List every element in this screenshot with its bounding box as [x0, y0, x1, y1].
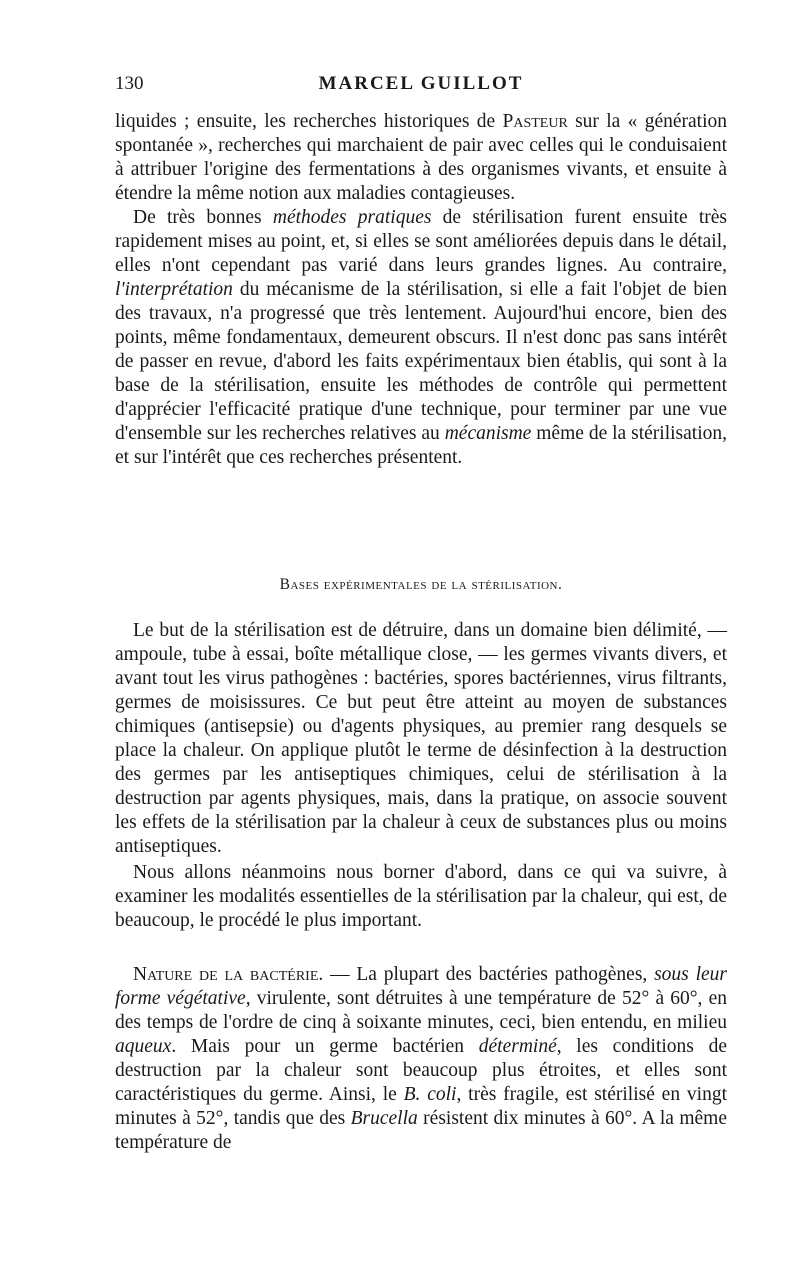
paragraph: liquides ; ensuite, les recherches historiques de Pasteur sur la « génération spontanée », recherches qui marchaient de pair avec celles qui le conduisaient à attribuer l'origine des fermentations à des organismes vivants, et ensuite à étendre la même notion aux maladies contagieuses. — [115, 111, 727, 204]
name-pasteur: Pasteur — [502, 111, 568, 132]
subsection-heading: Nature de la bactérie. — [133, 964, 324, 985]
paragraph: De très bonnes méthodes pratiques de stérilisation furent ensuite très rapidement mises au point, et, si elles se sont améliorées depuis dans le détail, elles n'ont cependant pas varié dans leurs grandes lignes. Au contraire, l'interprétation du mécanisme de la stérilisation, si elle a fait l'objet de bien des travaux, n'a progressé que très lentement. Aujourd'hui encore, bien des points, même fondamentaux, demeurent obscurs. Il n'est donc pas sans intérêt de passer en revue, d'abord les faits expérimentaux bien établis, qui sont à la base de la stérilisation, ensuite les méthodes de contrôle qui permettent d'apprécier l'efficacité pratique d'une technique, pour terminer par une vue d'ensemble sur les recherches relatives au mécanisme même de la stérilisation, et sur l'intérêt que ces recherches présentent. — [115, 207, 727, 468]
intro-text — [115, 110, 727, 470]
running-head: MARCEL GUILLOT — [318, 73, 524, 94]
page-header — [115, 73, 727, 103]
bases-section — [115, 619, 727, 933]
nature-section — [115, 963, 727, 1155]
page-number: 130 — [115, 73, 144, 94]
paragraph: Le but de la stérilisation est de détruire, dans un domaine bien délimité, — ampoule, tube à essai, boîte métallique close, — les germes vivants divers, et avant tout les virus pathogènes : bactéries, spores bactériennes, virus filtrants, germes de moisissures. Ce but peut être atteint au moyen de substances chimiques (antisepsie) ou d'agents physiques, au premier rang desquels se place la chaleur. On applique plutôt le terme de désinfection à la destruction des germes par les antiseptiques chimiques, celui de stérilisation à la destruction par agents physiques, mais, dans la pratique, on associe souvent les effets de la stérilisation par la chaleur à ceux de substances plus ou moins antiseptiques. — [115, 620, 727, 857]
paragraph: Nature de la bactérie. — La plupart des bactéries pathogènes, sous leur forme végétative, virulente, sont détruites à une température de 52° à 60°, en des temps de l'ordre de cinq à soixante minutes, ceci, bien entendu, en milieu aqueux. Mais pour un germe bactérien déterminé, les conditions de destruction par la chaleur sont beaucoup plus étroites, et elles sont caractéristiques du germe. Ainsi, le B. coli, très fragile, est stérilisé en vingt minutes à 52°, tandis que des Brucella résistent dix minutes à 60°. A la même température de — [115, 964, 727, 1153]
section-title: Bases expérimentales de la stérilisation. — [279, 576, 563, 593]
paragraph: Nous allons néanmoins nous borner d'abord, dans ce qui va suivre, à examiner les modalités essentielles de la stérilisation par la chaleur, qui est, de beaucoup, le procédé le plus important. — [115, 862, 727, 931]
